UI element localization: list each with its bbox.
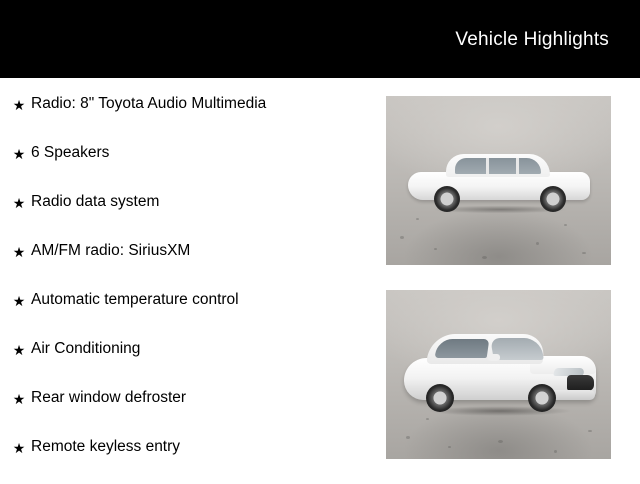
highlight-label: 6 Speakers xyxy=(31,144,110,161)
list-item xyxy=(0,141,372,190)
list-item xyxy=(0,239,372,288)
list-item xyxy=(0,435,372,484)
highlight-label: Rear window defroster xyxy=(31,389,187,406)
list-item xyxy=(0,337,372,386)
vehicle-photo-side-profile xyxy=(386,96,611,265)
list-item xyxy=(0,386,372,435)
star-icon: ★ xyxy=(12,146,26,162)
list-item xyxy=(0,288,372,337)
list-item xyxy=(0,190,372,239)
star-icon: ★ xyxy=(12,342,26,358)
vehicle-photo-front-three-quarter xyxy=(386,290,611,459)
list-item xyxy=(0,92,372,141)
star-icon: ★ xyxy=(12,391,26,407)
star-icon: ★ xyxy=(12,195,26,211)
highlights-list xyxy=(0,78,372,480)
car-illustration-side xyxy=(408,150,590,208)
star-icon: ★ xyxy=(12,293,26,309)
highlight-label: Automatic temperature control xyxy=(31,291,239,308)
header-bar xyxy=(0,0,640,78)
page-title: Vehicle Highlights xyxy=(455,29,609,50)
highlight-label: Remote keyless entry xyxy=(31,438,181,455)
highlight-label: Radio: 8" Toyota Audio Multimedia xyxy=(31,95,267,112)
highlight-label: Radio data system xyxy=(31,193,160,210)
star-icon: ★ xyxy=(12,244,26,260)
star-icon: ★ xyxy=(12,440,26,456)
car-illustration-front-quarter xyxy=(404,328,596,420)
star-icon: ★ xyxy=(12,97,26,113)
highlight-label: Air Conditioning xyxy=(31,340,141,357)
highlight-label: AM/FM radio: SiriusXM xyxy=(31,242,191,259)
